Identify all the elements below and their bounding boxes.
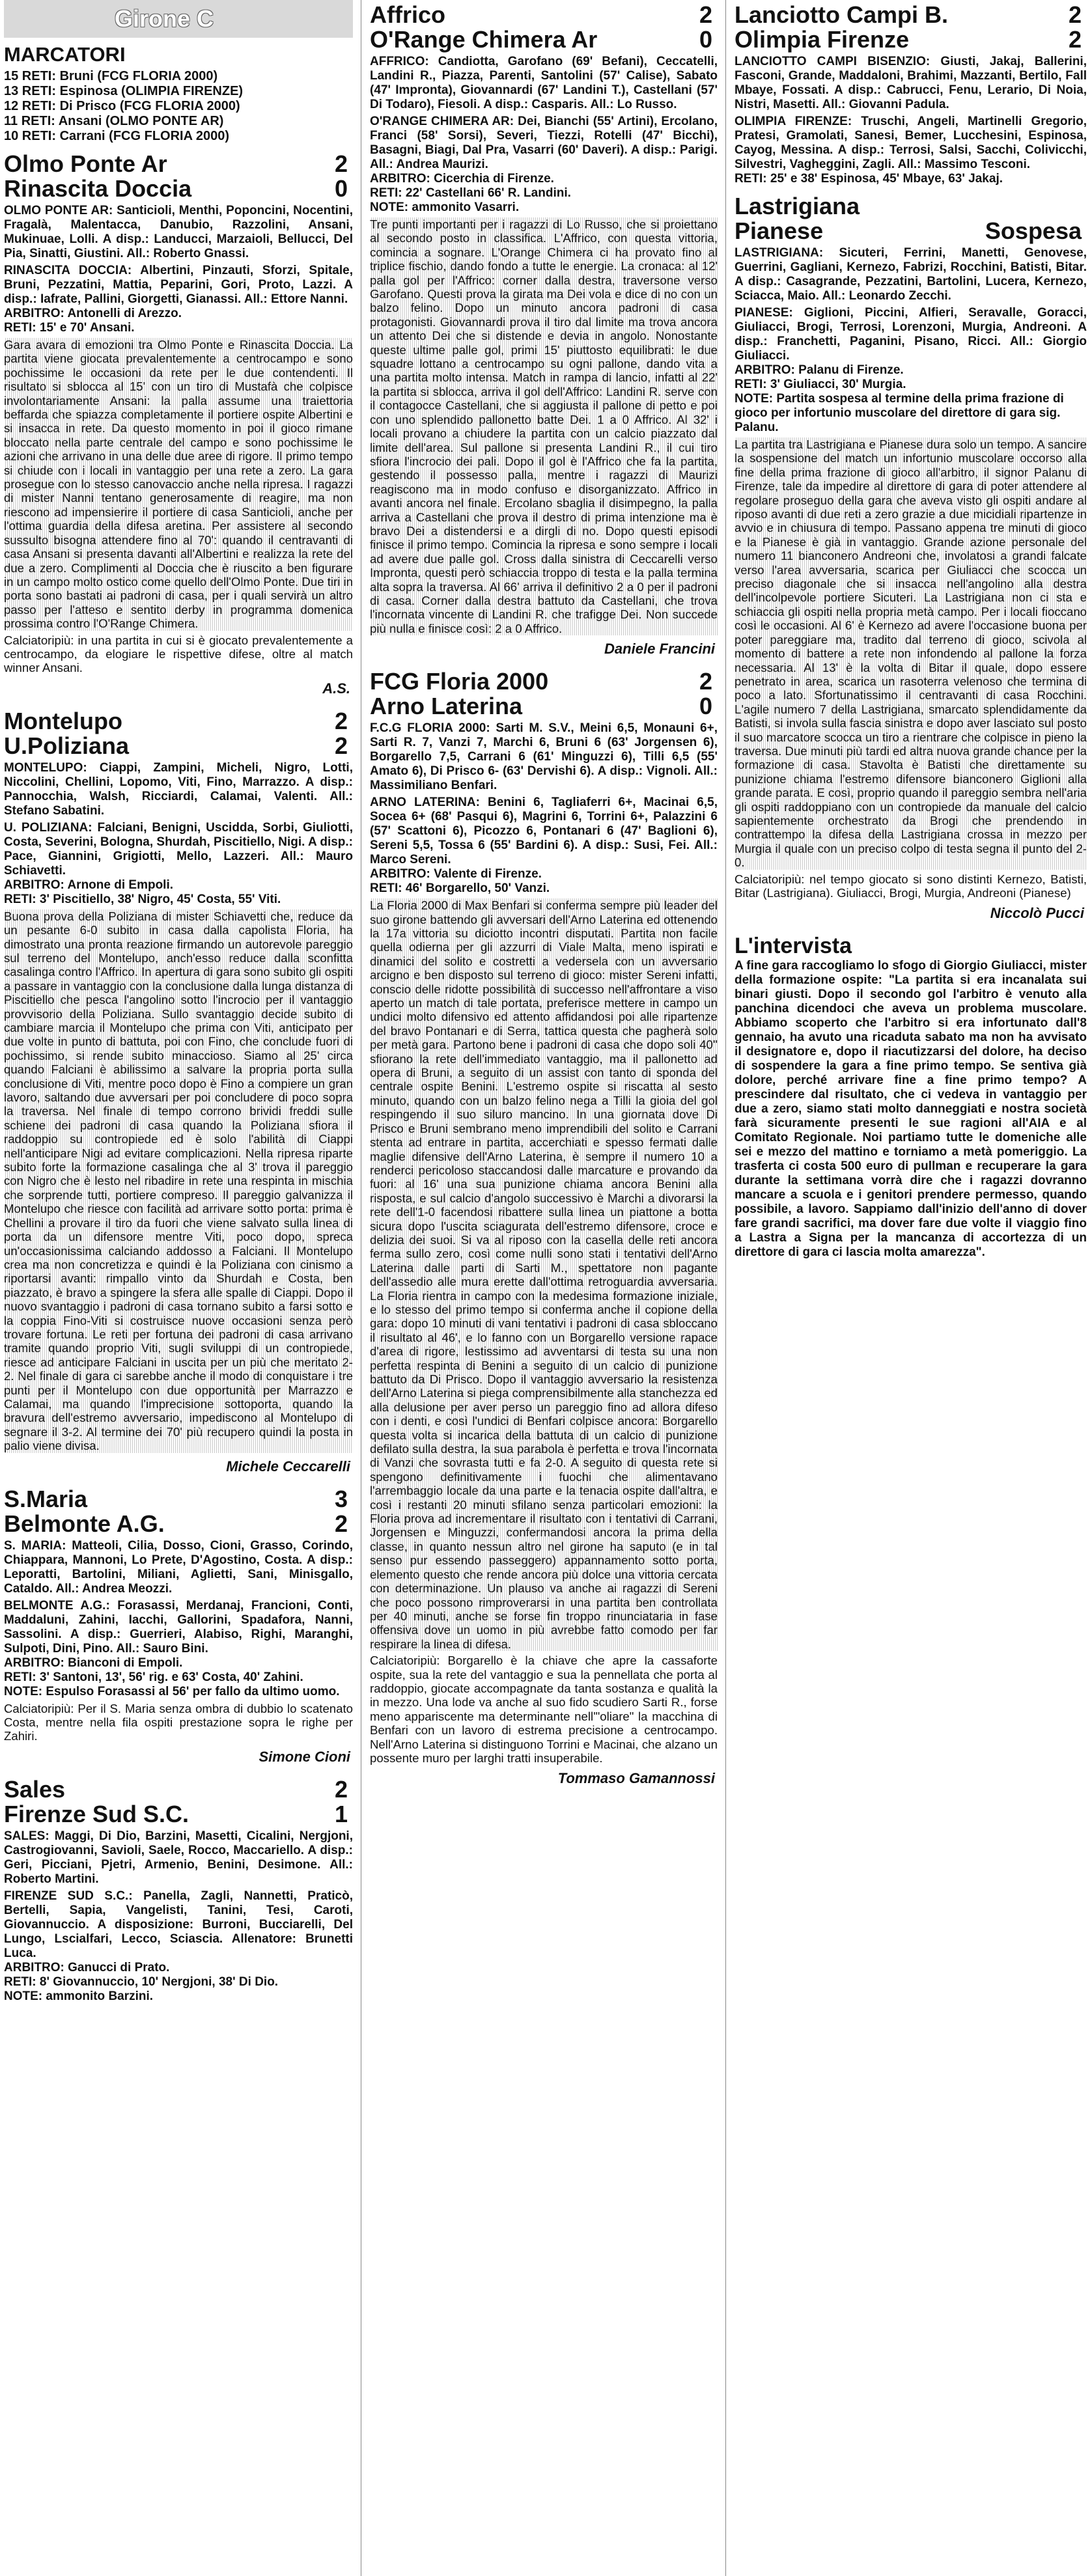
goals: RETI: 15' e 70' Ansani. bbox=[4, 321, 135, 335]
report-text: La partita tra Lastrigiana e Pianese dura solo un tempo. A sancire la sospensione del match un infortunio muscolare occorso alla fine della prima frazione di gioco all'arbitro, il signor Palanu di Firenze, tale da impedire al direttore di gara di poter attendere al regolare proseguo della gara che aveva visto gli ospiti andare al riposo avanti di due reti a zero grazie a due micidiali ripartenze in avvio e in chiusura di tempo. Passano appena tre minuti di gioco e la Pianese è già in vantaggio. Grande azione personale del numero 11 bianconero Andreoni che, involatosi a grandi falcate verso l'area avversaria, scarica per Giuliacci che scocca un preciso diagonale che si insacca nell'angolino alla destra dell'incolpevole portiere Sicuteri. La Lastrigiana non ci sta e schiaccia gli ospiti nella propria metà campo. Per i locali fioccano così le occasioni. Al 6' è Kernezo ad avere l'occasione buona per poter pareggiare ma, tradito dal terreno di gioco, scivola al momento di battere a rete non infondendo al pallone la forza necessaria. Al 13' è la volta di Bitar il quale, dopo essere penetrato in area, scarica un rasoterra velenoso che termina di poco a lato. Sfortunatissimo il centravanti di casa Rocchini. L'agile numero 7 della Lastrigiana, smarcato splendidamente da Batisti, si invola sulla fascia sinistra e dopo aver lasciato sul posto il suo marcatore scocca un tiro a rientrare che colpisce in pieno la traversa. Due minuti più tardi ed altra nuova grande chance per la formazione di casa. Stavolta è Batisti che direttamente su punizione chiama l'estremo difensore bianconero Giglioni alla grande parata. E così, proprio quando il pareggio sembra nell'aria gli ospiti raddoppiano con un contropiede da manuale del calcio sapientemente orchestrato da Brogi che prendendo in contrattempo la difesa della Lastrigiana crossa in mezzo per Murgia il quale con un preciso colpo di testa segna il punto del 2-0. bbox=[735, 437, 1087, 870]
away-team: Rinascita Doccia bbox=[4, 175, 192, 202]
match-report bbox=[4, 709, 353, 1475]
match-status: Sospesa bbox=[985, 217, 1082, 244]
group-banner: Girone C bbox=[4, 0, 353, 38]
author: Michele Ceccarelli bbox=[226, 1458, 350, 1475]
author: Simone Cioni bbox=[259, 1748, 350, 1765]
home-lineup: S. MARIA: Matteoli, Cilia, Dosso, Cioni, Grasso, Corindo, Chiappara, Mannoni, Lo Prete, D'Agostino, Costa. A disp.: Leporatti, Bartolini, Miliani, Aglietti, Sani, Minisgallo, Cataldo. All.: Andrea Meozzi. bbox=[4, 1538, 353, 1596]
report-text: Tre punti importanti per i ragazzi di Lo Russo, che si proiettano al secondo posto in classifica. L'Affrico, con questa vittoria, comincia a sognare. L'Orange Chimera ci ha provato fino al triplice fischio, dando fondo a tutte le energie. La cronaca: al 12' palla gol per l'Affrico: corner dalla destra, traversone verso Garofano. Questi prova la girata ma Dei vola e dice di no con un balzo felino. Dopo un minuto ancora padroni di casa protagonisti. Giovannardi prova il tiro dal limite ma trova ancora un attento Dei che si distende e devia in angolo. Nonostante queste ultime palle gol, primi 15' piuttosto equilibrati: le due squadre lottano a centrocampo su ogni pallone, dando vita a una partita molto intensa. Match in rampa di lancio, infatti al 22' la partita si sblocca, arriva il gol dell'Affrico: Landini R. serve con il contagocce Castellani, che si aggiusta il pallone di petto e poi con uno splendido pallonetto batte Dei. 1 a 0 Affrico. Al 32' i locali provano a chiudere la partita con un calcio piazzato dal limite dell'area. Sul pallone si presenta Landini R., il cui tiro sfiora l'incrocio dei pali. Dopo il gol è l'Affrico che fa la partita, gestendo il possesso palla, mentre i ragazzi di Maurizi reagiscono ma in modo confuso e disorganizzato. Affrico in avanti ancora nel finale. Ercolano sbaglia il disimpegno, la palla arriva a Castellani che prova il destro di prima intenzione ma è bravo Dei a distendersi e a dirgli di no. Dopo questi episodi finisce il primo tempo. Comincia la ripresa e sono sempre i locali ad avere due palle gol. Cross dalla sinistra di Ceccarelli verso Impronta, questi però schiaccia troppo di testa e la palla termina alta sopra la traversa. Al 66' arriva il definitivo 2 a 0 per il padroni di casa. Corner dalla destra battuto da Castellani, che trova l'incornata vincente di Landini R. che trafigge Dei. Non succede più nulla e finisce così: 2 a 0 Affrico. bbox=[370, 217, 718, 635]
away-score: 1 bbox=[334, 1800, 348, 1827]
home-team-row bbox=[4, 709, 353, 734]
away-lineup: FIRENZE SUD S.C.: Panella, Zagli, Nannetti, Praticò, Bertelli, Sapia, Vangelisti, Tanini, Tesi, Caroti, Giovannuccio. A disposizione: Burroni, Bucciarelli, Del Lungo, Lscialfari, Lecco, Sciascia. Allenatore: Brunetti Luca. bbox=[4, 1889, 353, 1960]
away-team-row bbox=[4, 734, 353, 758]
away-lineup: O'RANGE CHIMERA AR: Dei, Bianchi (55' Artini), Ercolano, Franci (58' Sorsi), Severi, Tiezzi, Rotelli (47' Bicchi), Basagni, Biagi, Dal Pra, Vasarri (60' Daveri). A disp.: Parigi. All.: Andrea Maurizi. bbox=[370, 115, 718, 171]
referee: ARBITRO: Arnone di Empoli. bbox=[4, 878, 174, 892]
match-report bbox=[370, 3, 718, 658]
away-team: O'Range Chimera Ar bbox=[370, 26, 598, 53]
away-team-row bbox=[370, 27, 718, 52]
home-team: Affrico bbox=[370, 1, 445, 28]
home-team-row bbox=[735, 194, 1087, 219]
referee: ARBITRO: Cicerchia di Firenze. bbox=[370, 172, 554, 186]
home-score: 2 bbox=[334, 150, 348, 177]
away-team-row bbox=[4, 176, 353, 201]
away-team-row bbox=[735, 219, 1087, 243]
author: A.S. bbox=[322, 680, 350, 697]
match-report bbox=[4, 152, 353, 697]
report-text: La Floria 2000 di Max Benfari si conferma sempre più leader del suo girone battendo gli avversari dell'Arno Laterina ed ottenendo la 17a vittoria su diciotto incontri disputati. Partita non facile quella odierna per gli azzurri di Viale Malta, meno ispirati e dinamici del solito e costretti a vedersela con un avversario arcigno e ben disposto sul terreno di gioco: mister Sereni infatti, conscio delle ridotte possibilità di successo nell'affrontare a viso aperto un match di tale portata, preferisce mettere in campo un undici molto difensivo ed attento affidandosi poi alle ripartenze del bravo Pontanari e di Serra, tattica questa che pagherà solo per metà gara. Partono bene i padroni di casa che dopo soli 40'' sfiorano la rete dell'immediato vantaggio, ma il pallonetto ad opera di Bruni, a seguito di un assist con tanto di sponda del centrale ospite Benini. L'estremo ospite si riscatta al sesto minuto, quando con un balzo felino nega a Tilli la gioia del gol respingendo il suo siluro mancino. In una giornata dove Di Prisco e Bruni sembrano meno imprendibili del solito e Carrani stenta ad entrare in partita, accerchiati e spesso fermati dalle maglie difensive dell'Arno Laterina, è sempre il numero 10 a renderci pericoloso staccandosi dalle marcature e provando da fuori: al 16' una sua punizione chiama ancora Benini alla risposta, e sul calcio d'angolo successivo è Marchi a divorarsi la rete dell'1-0 facendosi ribattere sulla linea un piattone a botta sicura dopo l'uscita sciagurata dell'estremo difensore, croce e delizia dei suoi. Si va al riposo con la casella delle reti ancora ferma sullo zero, così come nulli sono stati i tentativi dell'Arno Laterina dalle parti di Sarti M., spettatore non pagante dell'assedio alle mura erette dall'ottima retroguardia avversaria. La Floria rientra in campo con la medesima formazione iniziale, e lo stesso del primo tempo si conferma anche il copione della gara: dopo 10 minuti di vani tentativi i padroni di casa sbloccano il risultato al 46', e lo fanno con un Borgarello versione rapace d'area di rigore, lestissimo ad avventarsi di testa su una non perfetta respinta di Benini a seguito di un calcio di punizione battuto da Di Prisco. Dopo il vantaggio avversario la resistenza dell'Arno Laterina si piega comprensibilmente alla stanchezza ed alla delusione per aver perso un pareggio fino ad allora difeso con i denti, e così l'undici di Benfari colpisce ancora: Borgarello questa volta si incarica della battuta di un calcio di punizione defilato sulla destra, la sua parabola è perfetta e trova l'incornata di Vanzi che sovrasta tutti e fa 2-0. A seguito di questa rete si spengono definitivamente i fuochi che alimentavano l'arrembaggio locale da una parte e la tenacia ospite dall'altra, e così i restanti 20 minuti sfilano senza particolari emozioni: la Floria prova ad incrementare il risultato con i tentativi di Carrani, Jorgensen e Minguzzi, confermandosi ancora la prima della classe, in quanto nessun altro nel girone ha saputo (e in tal senso pur essendo passeggero) appannamento sotto porta, elemento questo che rende ancora più dolce una vittoria cercata con determinazione. Un plauso va anche ai ragazzi di Sereni che poco possono rimproverarsi in una partita ben controllata per 40 minuti, anche se forse fin troppo rinunciataria in fase offensiva dove un uomo in più avrebbe fatto comodo per far respirare la linea di difesa. bbox=[370, 898, 718, 1651]
home-score: 2 bbox=[334, 1775, 348, 1803]
notes: NOTE: Partita sospesa al termine della prima frazione di gioco per infortunio muscolare del direttore di gara sig. Palanu. bbox=[735, 392, 1064, 434]
notes: NOTE: ammonito Barzini. bbox=[4, 1989, 154, 2003]
referee: ARBITRO: Ganucci di Prato. bbox=[4, 1960, 170, 1974]
away-team: Olimpia Firenze bbox=[735, 26, 910, 53]
players-of-match: Calciatoripiù: Borgarello è la chiave che apre la cassaforte ospite, sua la rete del vantaggio e sua la pennellata che porta al raddoppio, giocate accompagnate da tanta sostanza e qualità la in mezzo. Una lode va anche al suo fido scudiero Sarti R., forse meno appariscente ma determinante nell'"oliare" la macchina di Benfari con un lavoro di estrema precisione a centrocampo. Nell'Arno Laterina si distinguono Torrini e Macinai, che alzano un possente muro per larghi tratti insuperabile. bbox=[370, 1654, 718, 1765]
column-2 bbox=[365, 0, 723, 2576]
home-team: FCG Floria 2000 bbox=[370, 668, 549, 695]
scorer-line: 10 RETI: Carrani (FCG FLORIA 2000) bbox=[4, 129, 229, 143]
scorers-title: MARCATORI bbox=[4, 43, 126, 66]
away-score: 0 bbox=[699, 693, 712, 720]
goals: RETI: 3' Piscitiello, 38' Nigro, 45' Costa, 55' Viti. bbox=[4, 892, 281, 906]
goals: RETI: 22' Castellani 66' R. Landini. bbox=[370, 186, 571, 200]
home-lineup: LANCIOTTO CAMPI BISENZIO: Giusti, Jakaj, Ballerini, Fasconi, Grande, Maddaloni, Brahimi, Mazzanti, Bertilo, Fall Mbaye, Fossati. A disp.: Cabrucci, Fenu, Lerario, Di Noia, Nistri, Masetti. All.: Giovanni Padula. bbox=[735, 55, 1087, 111]
match-report bbox=[735, 3, 1087, 186]
home-score: 2 bbox=[1068, 1, 1082, 28]
referee: ARBITRO: Bianconi di Empoli. bbox=[4, 1655, 183, 1670]
away-team-row bbox=[4, 1802, 353, 1827]
goals: RETI: 3' Santoni, 13', 56' rig. e 63' Costa, 40' Zahini. bbox=[4, 1670, 303, 1684]
home-team: Lastrigiana bbox=[735, 193, 860, 219]
home-team-row bbox=[370, 3, 718, 27]
scorers-list bbox=[4, 69, 353, 144]
away-team-row bbox=[370, 694, 718, 719]
interview-text: A fine gara raccogliamo lo sfogo di Giorgio Giuliacci, mister della formazione ospite: "La partita si era incanalata sui binari giusti. Dopo il secondo gol l'arbitro è venuto alla panchina dicendoci che aveva un problema muscolare. Abbiamo scoperto che l'arbitro si era infortunato dall'8 gennaio, ha avuto una ricaduta sabato ma non ha avvisato il designatore e, dopo il riacutizzarsi del dolore, ha deciso di sospendere la gara a fine primo tempo. Se sentiva già dolore, perché arrivare fine a fine primo tempo? A prescindere dal risultato, che ci vedeva in vantaggio per due a zero, siamo stati molto danneggiati e nostra società farà sicuramente presenti le sue ragioni all'AIA e al Comitato Regionale. Noi partiamo tutte le domeniche alle sei e mezzo del mattino e torniamo a metà pomeriggio. La trasferta ci costa 500 euro di pullman e recuperare la gara durante la settimana vorrà dire che i ragazzi dovranno mancare a scuola e i genitori prendere permesso, quando possibile, a lavoro. Sappiamo dall'inizio dell'anno di dover fare grandi sacrifici, ma dover fare due volte il viaggio fino a Lastra a Signa per la mancanza di accortezza di un direttore di gara ci lascia molta amarezza". bbox=[735, 959, 1087, 1260]
report-text: Buona prova della Poliziana di mister Schiavetti che, reduce da un pesante 6-0 subito in casa dalla capolista Floria, ha dimostrato una pronta reazione firmando un autorevole pareggio sul terreno del Montelupo, anch'esso reduce dalla sconfitta casalinga contro l'Affrico. In apertura di gara sono subito gli ospiti a passare in vantaggio con la conclusione dalla lunga distanza di Piscitiello che pesca l'angolino sotto l'incrocio per il vantaggio provvisorio della Poliziana. Sullo svantaggio decide subito di cambiare marcia il Montelupo che prima con Viti, anticipato per due volte in punto di battuta, poi con Fino, che conclude fuori di pochissimo, si rende subito minaccioso. Siamo al 25' circa quando Falciani è abilissimo a salvare la propria porta sulla conclusione di Viti, mentre poco dopo è Fino a compiere un gran lavoro, saltando due avversari per poi concludere di poco sopra la traversa. Nel finale di tempo corrono brividi freddi sulle schiene dei padroni di casa quando la Poliziana sfiora il raddoppio su contropiede ed è solo l'abilità di Ciappi nell'anticipare Nigi ad evitare complicazioni. Nella ripresa riparte subito forte la formazione casalinga che al 3' trova il pareggio con Nigro che è lesto nel ribadire in rete una respinta in mischia che sorprende tutti, portiere compreso. Il pareggio galvanizza il Montelupo che riesce con facilità ad arrivare sotto porta: prima è Chellini a provare il tiro da fuori che viene salvato sulla linea di porta da un difensore mentre Viti, poco dopo, spreca un'occasionissima calciando addosso a Falciani. Il Montelupo crea ma non concretizza e quindi è la Poliziana con cinismo a riportarsi avanti: rimpallo vinto da Shurdah e Costa, ben piazzato, è bravo a spingere la sfera alle spalle di Ciappi. Dopo il nuovo svantaggio i padroni di casa tornano subito a farsi sotto e la coppia Fino-Viti si costruisce nuove occasioni senza però trovare fortuna. Le reti per fortuna dei padroni di casa arrivano tramite quando proprio Viti, sugli sviluppi di un contropiede, riesce ad anticipare Falciani in uscita per un più che meritato 2-2. Nel finale di gara ci sarebbe anche il modo di conquistare i tre punti per il Montelupo con due opportunità per Marrazzo e Calamai, ma quando l'imprecisione sottoporta, quando la bravura dell'estremo avversario, impediscono al Montelupo di segnare il 3-2. Al termine dei 70' più recupero quindi la posta in palio viene divisa. bbox=[4, 909, 353, 1453]
away-team: Pianese bbox=[735, 217, 824, 244]
away-lineup: PIANESE: Giglioni, Piccini, Alfieri, Seravalle, Goracci, Giuliacci, Brogi, Terrosi, Lorenzoni, Murgia, Andreoni. A disp.: Franchetti, Paganini, Pisano, Ricci. All.: Giorgio Giuliacci. bbox=[735, 306, 1087, 363]
column-3 bbox=[729, 0, 1092, 2576]
match-report bbox=[4, 1777, 353, 2004]
home-lineup: MONTELUPO: Ciappi, Zampini, Micheli, Nigro, Lotti, Niccolini, Chellini, Lopomo, Viti, Fino, Marrazzo. A disp.: Pannocchia, Walsh, Ricciardi, Calamai, Valenti. All.: Stefano Sabatini. bbox=[4, 760, 353, 818]
home-team: Olmo Ponte Ar bbox=[4, 150, 167, 177]
home-lineup: SALES: Maggi, Di Dio, Barzini, Masetti, Cicalini, Nergjoni, Castrogiovanni, Savioli, Saele, Rocco, Maccariello. A disp.: Geri, Picciani, Pjetri, Armenio, Benini, Desimone. All.: Roberto Martini. bbox=[4, 1829, 353, 1886]
home-score: 2 bbox=[334, 707, 348, 734]
away-lineup: ARNO LATERINA: Benini 6, Tagliaferri 6+, Macinai 6,5, Socea 6+ (68' Pasqui 6), Magrini 6, Torrini 6+, Palazzini 6 (57' Scattoni 6), Picozzo 6, Pontanari 6 (47' Baglioni 6), Sereni 5,5, Tossa 6 (55' Bardini 6). A disp.: Susi, Fei. All.: Marco Sereni. bbox=[370, 796, 718, 867]
goals: RETI: 25' e 38' Espinosa, 45' Mbaye, 63' Jakaj. bbox=[735, 172, 1003, 186]
home-team: Lanciotto Campi B. bbox=[735, 1, 949, 28]
away-score: 2 bbox=[1068, 26, 1082, 53]
interview-title: L'intervista bbox=[735, 934, 852, 959]
away-score: 2 bbox=[334, 1510, 348, 1537]
scorer-line: 11 RETI: Ansani (OLMO PONTE AR) bbox=[4, 114, 224, 128]
home-score: 3 bbox=[334, 1485, 348, 1512]
author: Tommaso Gamannossi bbox=[557, 1770, 715, 1787]
referee: ARBITRO: Valente di Firenze. bbox=[370, 867, 542, 881]
away-lineup: RINASCITA DOCCIA: Albertini, Pinzauti, Sforzi, Spitale, Bruni, Pezzatini, Mattia, Peparini, Gori, Proto, Lazzi. A disp.: Iafrate, Pallini, Giorgetti, Gianassi. All.: Ettore Nanni. bbox=[4, 264, 353, 306]
match-report bbox=[370, 669, 718, 1787]
home-lineup: LASTRIGIANA: Sicuteri, Ferrini, Manetti, Genovese, Guerrini, Gagliani, Kernezo, Fabrizi, Rocchini, Batisti, Bitar. A disp.: Casagrande, Pezzatini, Bartolini, Lucera, Kernezo, Sciacca, Maio. All.: Leonardo Zecchi. bbox=[735, 246, 1087, 303]
away-score: 2 bbox=[334, 732, 348, 759]
match-report bbox=[4, 1487, 353, 1766]
home-team: S.Maria bbox=[4, 1485, 88, 1512]
away-team: Firenze Sud S.C. bbox=[4, 1800, 189, 1827]
home-lineup: OLMO PONTE AR: Santicioli, Menthi, Poponcini, Nocentini, Fragalà, Malentacca, Danubio, Razzolini, Ansani, Mukinuae, Lolli. A disp.: Landucci, Marzaioli, Bellucci, Del Pia, Sinatti, Giustini. All.: Roberto Gnassi. bbox=[4, 204, 353, 260]
referee: ARBITRO: Palanu di Firenze. bbox=[735, 363, 904, 377]
home-team-row bbox=[4, 1777, 353, 1802]
away-score: 0 bbox=[699, 26, 712, 53]
goals: RETI: 3' Giuliacci, 30' Murgia. bbox=[735, 378, 906, 391]
home-team-row bbox=[735, 3, 1087, 27]
home-team-row bbox=[4, 1487, 353, 1512]
author: Niccolò Pucci bbox=[990, 905, 1084, 922]
home-score: 2 bbox=[699, 1, 712, 28]
away-team-row bbox=[4, 1512, 353, 1536]
players-of-match: Calciatoripiù: nel tempo giocato si sono distinti Kernezo, Batisti, Bitar (Lastrigiana). Giuliacci, Brogi, Murgia, Andreoni (Pianese) bbox=[735, 872, 1087, 900]
referee: ARBITRO: Antonelli di Arezzo. bbox=[4, 307, 182, 320]
notes: NOTE: Espulso Forasassi al 56' per fallo da ultimo uomo. bbox=[4, 1684, 340, 1698]
goals: RETI: 8' Giovannuccio, 10' Nergjoni, 38' Di Dio. bbox=[4, 1974, 279, 1989]
away-team: Arno Laterina bbox=[370, 693, 523, 720]
home-team-row bbox=[4, 152, 353, 176]
goals: RETI: 46' Borgarello, 50' Vanzi. bbox=[370, 881, 550, 896]
column-1 bbox=[0, 0, 358, 2576]
away-team-row bbox=[735, 27, 1087, 52]
match-report bbox=[735, 194, 1087, 922]
home-team-row bbox=[370, 669, 718, 694]
home-score: 2 bbox=[699, 668, 712, 695]
away-team: U.Poliziana bbox=[4, 732, 130, 759]
away-lineup: U. POLIZIANA: Falciani, Benigni, Uscidda, Sorbi, Giuliotti, Costa, Severini, Bologna, Shurdah, Piscitiello, Nigi. A disp.: Pace, Giannini, Grigiotti, Mello, Lazzeri. All.: Mauro Schiavetti. bbox=[4, 820, 353, 878]
home-team: Montelupo bbox=[4, 707, 122, 734]
away-lineup: OLIMPIA FIRENZE: Truschi, Angeli, Martinelli Gregorio, Pratesi, Gramolati, Sanesi, Bemer, Lucchesini, Espinosa, Cayog, Messina. A disp.: Terrosi, Salsi, Sacchi, Colivicchi, Silvestri, Vagheggini, Zagli. All.: Massimo Tesconi. bbox=[735, 115, 1087, 171]
notes: NOTE: ammonito Vasarri. bbox=[370, 201, 520, 214]
scorer-line: 13 RETI: Espinosa (OLIMPIA FIRENZE) bbox=[4, 84, 244, 98]
home-score bbox=[1082, 194, 1087, 219]
away-lineup: BELMONTE A.G.: Forasassi, Merdanaj, Francioni, Conti, Maddaluni, Zahini, Iacchi, Gallorini, Spadafora, Nanni, Sassolini. A disp.: Guerrieri, Alabiso, Righi, Maranghi, Sulpoti, Dini, Pino. All.: Sauro Bini. bbox=[4, 1598, 353, 1655]
away-score: 0 bbox=[334, 175, 348, 202]
players-of-match: Calciatoripiù: Per il S. Maria senza ombra di dubbio lo scatenato Costa, mentre nella fila ospiti prestazione sopra le righe per Zahiri. bbox=[4, 1701, 353, 1743]
home-team: Sales bbox=[4, 1775, 66, 1803]
column-rule bbox=[725, 0, 726, 2576]
author: Daniele Francini bbox=[604, 641, 715, 658]
scorer-line: 12 RETI: Di Prisco (FCG FLORIA 2000) bbox=[4, 99, 240, 113]
home-lineup: AFFRICO: Candiotta, Garofano (69' Befani), Ceccatelli, Landini R., Piazza, Parenti, Santolini (57' Calise), Sabato (47' Impronta), Giovannardi (67' Landini T.), Castellani (57' Di Todaro), Fiesoli. A disp.: Casparis. All.: Lo Russo. bbox=[370, 55, 718, 111]
away-team: Belmonte A.G. bbox=[4, 1510, 165, 1537]
home-lineup: F.C.G FLORIA 2000: Sarti M. S.V., Meini 6,5, Monauni 6+, Sarti R. 7, Vanzi 7, Marchi 6, Bruni 6 (63' Jorgensen 6), Borgarello 7,5, Carrani 6 (61' Minguzzi 6), Tilli 6,5 (55' Amato 6), Di Prisco 6- (63' Dervishi 6). A disp.: Vignoli. All.: Massimiliano Benfari. bbox=[370, 721, 718, 793]
scorer-line: 15 RETI: Bruni (FCG FLORIA 2000) bbox=[4, 69, 218, 83]
report-text: Gara avara di emozioni tra Olmo Ponte e Rinascita Doccia. La partita viene giocata prevalentemente a centrocampo e sono pochissime le occasioni da rete per le due contendenti. Il risultato si sblocca al 15' con un tiro di Mustafà che colpisce involontariamente Ansani: la palla assume una traiettoria beffarda che spiazza completamente il portiere ospite Albertini e si insacca in rete. Da questo momento in poi il gioco rimane bloccato nella parte centrale del campo e sono pochissime le azioni che arrivano in una delle due aree di rigore. Il primo tempo si chiude con i locali in vantaggio per una rete a zero. La gara prosegue con lo stesso canovaccio anche nella ripresa. I ragazzi di mister Nanni tentano generosamente di reagire, ma non riescono ad impensierire il portiere di casa Santicioli, anche per l'ottima guardia della difesa aretina. Per assistere al secondo sussulto bisogna attendere fino al 70': quando il centravanti di casa Ansani si presenta davanti all'Albertini e realizza la rete del due a zero. Complimenti al Doccia che è riuscito a ben figurare in un campo molto ostico come quello dell'Olmo Ponte. Due tiri in porta sono bastati ai padroni di casa, per i quali servirà un altro passo per l'atteso e sentito derby in programma domenica prossima contro l'O'Range Chimera. bbox=[4, 338, 353, 631]
players-of-match: Calciatoripiù: in una partita in cui si è giocato prevalentemente a centrocampo, da elogiare le rispettive difese, oltre al match winner Ansani. bbox=[4, 633, 353, 675]
